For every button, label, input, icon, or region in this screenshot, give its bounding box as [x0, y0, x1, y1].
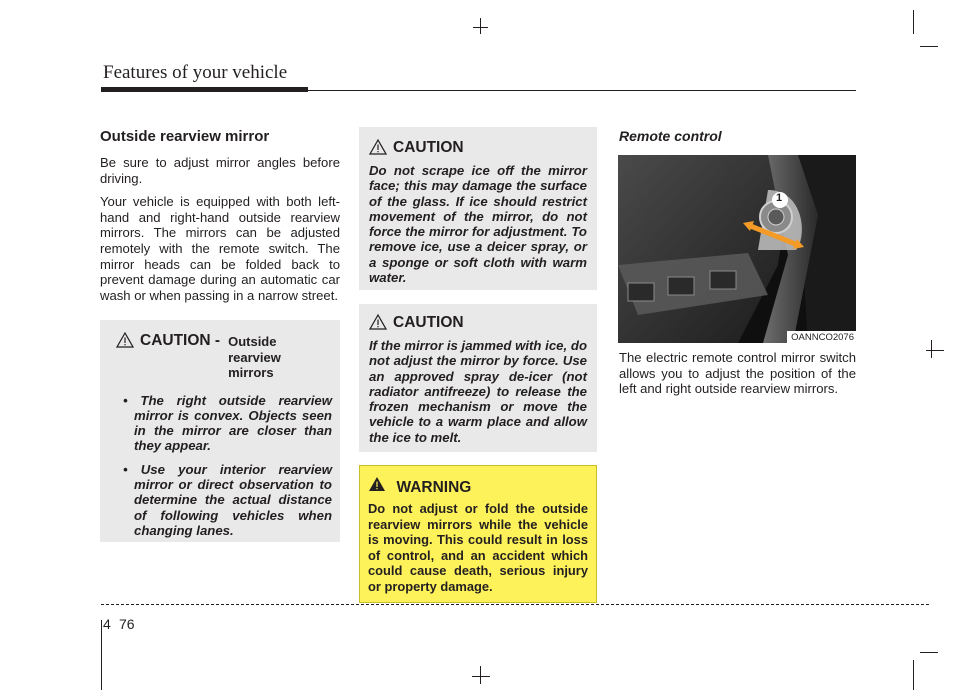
page-header-title: Features of your vehicle: [103, 62, 288, 83]
warning-triangle-icon: [116, 332, 134, 348]
caution-box-ice-scrape: [359, 127, 597, 290]
mirror-switch-photo: [618, 155, 856, 343]
caution-box-jammed-mirror: [359, 304, 597, 452]
warning-triangle-icon: [369, 314, 387, 330]
warning-text: Do not adjust or fold the outside rearview mirrors while the vehicle is moving. This could result in loss of control, and an accident which could cause death, serious injury or property damage.: [368, 501, 588, 594]
crop-mark: [480, 666, 481, 684]
section-outside-mirror: [100, 128, 340, 311]
crop-mark: [931, 340, 932, 358]
caution-list: [116, 393, 332, 539]
subheading: Remote control: [619, 128, 722, 144]
caution-subtitle: Outside rearview mirrors: [228, 334, 281, 380]
caution-box-outside-mirrors: [100, 320, 340, 542]
crop-mark: [472, 676, 490, 677]
door-panel-illustration: [618, 155, 856, 343]
warning-label: WARNING: [396, 479, 472, 496]
crop-mark: [913, 10, 914, 34]
crop-mark: [473, 27, 488, 28]
body-paragraph: Your vehicle is equipped with both left-hand and right-hand outside rearview mirrors. The mirrors can be adjusted remotely with the remote switch. The mirror heads can be folded back to prevent damage during an automatic car wash or when passing in a narrow street.: [100, 194, 340, 303]
caution-list-item: • Use your interior rearview mirror or direct observation to determine the actual distance of following vehicles when changing lanes.: [123, 461, 332, 538]
caution-list-item: • The right outside rearview mirror is convex. Objects seen in the mirror are closer than they appear.: [123, 392, 332, 454]
crop-mark: [920, 652, 938, 653]
crop-mark: [480, 18, 481, 34]
section-heading: Outside rearview mirror: [100, 128, 270, 145]
remote-control-section: [619, 128, 856, 144]
body-paragraph: Be sure to adjust mirror angles before driving.: [100, 155, 340, 186]
crop-mark: [926, 350, 944, 351]
remote-control-text-block: [619, 350, 856, 405]
caution-text: Do not scrape ice off the mirror face; this may damage the surface of the glass. If ice should restrict movement of the mirror, do not force the mirror for adjustment. To remove ice, use a deicer spray, or a sponge or soft cloth with warm water.: [369, 163, 587, 286]
caution-label: CAUTION: [393, 139, 464, 156]
caution-label: CAUTION: [393, 314, 464, 331]
warning-triangle-icon: [368, 476, 386, 492]
footer-rule: [101, 604, 929, 605]
warning-box: [359, 465, 597, 603]
caution-text: If the mirror is jammed with ice, do not adjust the mirror by force. Use an approved spray de-icer (not radiator antifreeze) to release the frozen mechanism or move the vehicle to a warm place and allow the ice to melt.: [369, 338, 587, 445]
callout-number: 1: [776, 192, 783, 204]
figure-code: OANNCO2076: [787, 331, 856, 343]
header-rule: [101, 90, 856, 91]
chapter-number: 4: [103, 616, 111, 632]
warning-triangle-icon: [369, 139, 387, 155]
body-paragraph: The electric remote control mirror switch allows you to adjust the position of the left and right outside rearview mirrors.: [619, 350, 856, 397]
crop-mark: [913, 660, 914, 690]
page-number: 76: [119, 616, 135, 632]
caution-label: CAUTION -: [140, 332, 221, 349]
crop-mark: [101, 620, 102, 690]
crop-mark: [920, 46, 938, 47]
